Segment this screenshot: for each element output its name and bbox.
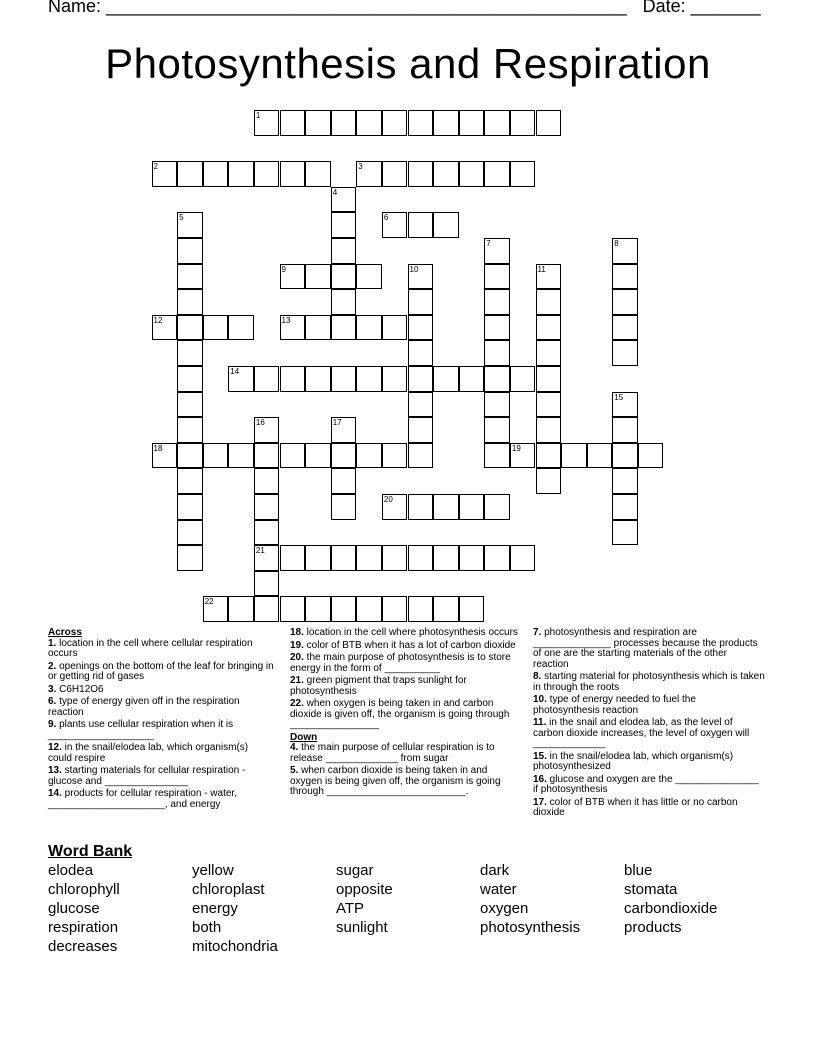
word-bank-word: opposite	[336, 881, 393, 898]
crossword-cell[interactable]	[408, 212, 434, 238]
clue-number: 4.	[290, 742, 299, 753]
crossword-cell[interactable]	[536, 417, 562, 443]
clue-text: in the snail/elodea lab, which organism(s) photosynthesized	[533, 750, 734, 772]
crossword-cell[interactable]	[331, 212, 357, 238]
crossword-cell[interactable]	[254, 494, 280, 520]
clue-number: 2.	[48, 660, 57, 672]
crossword-cell[interactable]	[612, 494, 638, 520]
clue-item	[290, 641, 518, 652]
crossword-cell[interactable]	[228, 596, 254, 622]
clue-number: 5.	[290, 765, 299, 776]
clue-text: color of BTB when it has little or no carbon dioxide	[533, 796, 738, 818]
crossword-cell[interactable]	[382, 494, 408, 520]
crossword-cell[interactable]	[177, 545, 203, 571]
crossword-cell[interactable]	[254, 366, 280, 392]
crossword-cell[interactable]	[228, 366, 254, 392]
crossword-cell[interactable]	[177, 238, 203, 264]
crossword-cell[interactable]	[510, 161, 536, 187]
crossword-cell[interactable]	[152, 443, 178, 469]
clue-number: 12	[153, 315, 163, 325]
word-bank-word: water	[480, 881, 517, 898]
word-bank-word: products	[624, 919, 682, 936]
crossword-cell[interactable]	[536, 340, 562, 366]
crossword-cell[interactable]	[177, 443, 203, 469]
clue-item	[290, 699, 518, 731]
crossword-cell[interactable]	[305, 264, 331, 290]
clue-item	[290, 766, 518, 798]
crossword-cell[interactable]	[254, 596, 280, 622]
word-bank-word: elodea	[48, 862, 94, 879]
crossword-cell[interactable]	[536, 468, 562, 494]
crossword-cell[interactable]	[177, 289, 203, 315]
clue-number: 9.	[48, 719, 57, 730]
clue-item	[533, 752, 765, 773]
crossword-cell[interactable]	[254, 571, 280, 597]
page-title: Photosynthesis and Respiration	[105, 40, 711, 87]
date-field-label: Date: _______	[642, 0, 761, 16]
across-heading: Across	[48, 627, 82, 638]
crossword-cell[interactable]	[408, 340, 434, 366]
crossword-cell[interactable]	[203, 161, 229, 187]
crossword-cell[interactable]	[254, 545, 280, 571]
clue-text: photosynthesis and respiration are ______________ processes because the products of one are the starting materials of the other reaction	[533, 627, 758, 670]
clue-text: starting material for photosynthesis which is taken in through the roots	[533, 671, 765, 693]
clue-number: 7	[486, 239, 491, 248]
word-bank-row	[48, 881, 768, 900]
clue-number: 13	[281, 315, 291, 325]
crossword-cell[interactable]	[177, 161, 203, 187]
crossword-cell[interactable]	[305, 596, 331, 622]
word-bank-word: mitochondria	[192, 938, 278, 955]
word-bank-word: sugar	[336, 862, 374, 879]
clue-item	[533, 628, 765, 670]
clue-number: 17	[332, 418, 342, 428]
crossword-cell[interactable]	[356, 443, 382, 469]
clue-number: 20.	[290, 652, 304, 663]
word-bank-word: oxygen	[480, 900, 529, 917]
crossword-cell[interactable]	[484, 545, 510, 571]
clue-text: green pigment that traps sunlight for photosynthesis	[290, 675, 467, 697]
crossword-cell[interactable]	[152, 161, 178, 187]
word-bank-word: ATP	[336, 900, 365, 917]
clue-number: 21	[255, 546, 265, 556]
crossword-cell[interactable]	[331, 187, 357, 213]
crossword-cell[interactable]	[408, 494, 434, 520]
clue-number: 19	[511, 443, 521, 453]
crossword-cell[interactable]	[382, 161, 408, 187]
clue-number: 14	[230, 367, 240, 376]
crossword-cell[interactable]	[408, 315, 434, 341]
crossword-cell[interactable]	[203, 596, 229, 622]
crossword-cell[interactable]	[280, 366, 306, 392]
clue-item	[290, 653, 518, 674]
crossword-cell[interactable]	[203, 315, 229, 341]
crossword-cell[interactable]	[408, 545, 434, 571]
crossword-cell[interactable]	[331, 468, 357, 494]
crossword-cell[interactable]	[254, 443, 280, 469]
crossword-cell[interactable]	[331, 315, 357, 341]
crossword-cell[interactable]	[177, 392, 203, 418]
clue-item	[533, 718, 765, 750]
crossword-cell[interactable]	[433, 366, 459, 392]
crossword-cell[interactable]	[612, 520, 638, 546]
crossword-cell[interactable]	[305, 366, 331, 392]
word-bank-word: both	[192, 919, 222, 936]
crossword-cell[interactable]	[280, 596, 306, 622]
crossword-cell[interactable]	[331, 238, 357, 264]
word-bank-word: carbondioxide	[624, 900, 718, 917]
crossword-cell[interactable]	[382, 545, 408, 571]
crossword-cell[interactable]	[177, 366, 203, 392]
crossword-cell[interactable]	[177, 340, 203, 366]
crossword-cell[interactable]	[612, 417, 638, 443]
clue-number: 3.	[48, 683, 57, 695]
word-bank-row	[48, 900, 768, 919]
word-bank-word: chloroplast	[192, 881, 265, 898]
crossword-cell[interactable]	[254, 417, 280, 443]
clue-number: 15.	[533, 750, 547, 762]
crossword-cell[interactable]	[484, 289, 510, 315]
crossword-cell[interactable]	[408, 264, 434, 290]
clue-text: location in the cell where photosynthesis occurs	[303, 627, 518, 638]
crossword-cell[interactable]	[331, 289, 357, 315]
crossword-cell[interactable]	[638, 443, 664, 469]
crossword-cell[interactable]	[536, 315, 562, 341]
crossword-cell[interactable]	[612, 315, 638, 341]
clue-item	[533, 798, 765, 819]
crossword-cell[interactable]	[433, 161, 459, 187]
word-bank-word: stomata	[624, 881, 678, 898]
clue-text: when oxygen is being taken in and carbon dioxide is given off, the organism is going through ________________	[290, 698, 510, 730]
clue-number: 11	[537, 264, 546, 274]
clue-text: type of energy given off in the respiration reaction	[48, 696, 240, 718]
clue-number: 6	[383, 213, 389, 223]
clue-number: 16	[255, 418, 265, 428]
clue-number: 8.	[533, 671, 542, 682]
clue-text: location in the cell where cellular respiration occurs	[48, 637, 253, 659]
crossword-cell[interactable]	[331, 264, 357, 290]
crossword-cell[interactable]	[408, 161, 434, 187]
clue-item	[533, 695, 765, 716]
crossword-cell[interactable]	[484, 417, 510, 443]
crossword-cell[interactable]	[536, 264, 562, 290]
crossword-cell[interactable]	[331, 596, 357, 622]
word-bank-row	[48, 919, 768, 938]
crossword-cell[interactable]	[280, 110, 306, 136]
clue-number: 5	[179, 213, 184, 223]
crossword-cell[interactable]	[484, 110, 510, 136]
crossword-cell[interactable]	[254, 110, 280, 136]
crossword-cell[interactable]	[484, 392, 510, 418]
clue-number: 22.	[290, 698, 304, 709]
crossword-cell[interactable]	[177, 520, 203, 546]
crossword-cell[interactable]	[612, 340, 638, 366]
clue-text: color of BTB when it has a lot of carbon dioxide	[303, 639, 516, 651]
clue-text: plants use cellular respiration when it is ___________________	[48, 719, 234, 741]
word-bank-word: blue	[624, 862, 653, 879]
clue-number: 21.	[290, 675, 304, 686]
crossword-cell[interactable]	[177, 417, 203, 443]
crossword-cell[interactable]	[433, 212, 459, 238]
crossword-cell[interactable]	[254, 468, 280, 494]
crossword-cell[interactable]	[280, 315, 306, 341]
clue-item	[533, 672, 765, 693]
crossword-cell[interactable]	[356, 264, 382, 290]
crossword-cell[interactable]	[510, 110, 536, 136]
clue-item	[48, 720, 274, 741]
crossword-cell[interactable]	[484, 340, 510, 366]
crossword-cell[interactable]	[433, 596, 459, 622]
crossword-cell[interactable]	[459, 161, 485, 187]
clue-text: the main purpose of cellular respiration is to release _____________ from sugar	[290, 742, 495, 764]
clue-column-1	[48, 628, 274, 812]
clue-number: 18.	[290, 627, 304, 638]
crossword-cell[interactable]	[331, 417, 357, 443]
clue-item	[48, 639, 274, 660]
crossword-cell[interactable]	[612, 443, 638, 469]
crossword-cell[interactable]	[254, 520, 280, 546]
clue-number: 15	[614, 392, 624, 402]
crossword-cell[interactable]	[356, 315, 382, 341]
crossword-cell[interactable]	[203, 443, 229, 469]
word-bank-row	[48, 862, 768, 881]
word-bank-word: decreases	[48, 938, 118, 955]
crossword-cell[interactable]	[484, 264, 510, 290]
crossword-cell[interactable]	[356, 110, 382, 136]
clue-item	[48, 743, 274, 764]
crossword-cell[interactable]	[305, 545, 331, 571]
crossword-cell[interactable]	[331, 110, 357, 136]
crossword-cell[interactable]	[484, 443, 510, 469]
clue-number: 9	[281, 264, 286, 274]
crossword-cell[interactable]	[408, 417, 434, 443]
clue-number: 20	[383, 495, 393, 504]
clue-number: 19.	[290, 639, 304, 651]
crossword-cell[interactable]	[536, 392, 562, 418]
clue-number: 1	[255, 111, 261, 120]
crossword-cell[interactable]	[228, 443, 254, 469]
word-bank-row	[48, 938, 768, 957]
crossword-cell[interactable]	[152, 315, 178, 341]
crossword-cell[interactable]	[331, 366, 357, 392]
clue-item	[290, 628, 518, 639]
clue-number: 16.	[533, 773, 547, 785]
clue-text: type of energy needed to fuel the photosynthesis reaction	[533, 694, 696, 716]
word-bank-title: Word Bank	[48, 843, 133, 860]
clue-number: 12.	[48, 742, 62, 753]
crossword-cell[interactable]	[459, 366, 485, 392]
clue-number: 17.	[533, 796, 547, 808]
crossword-cell[interactable]	[280, 443, 306, 469]
crossword-cell[interactable]	[612, 468, 638, 494]
crossword-cell[interactable]	[254, 161, 280, 187]
clue-text: when carbon dioxide is being taken in and oxygen is being given off, the organism is going through _________________________.	[290, 765, 501, 797]
clue-column-2	[290, 628, 518, 800]
down-heading: Down	[290, 731, 318, 743]
crossword-cell[interactable]	[408, 289, 434, 315]
crossword-cell[interactable]	[408, 366, 434, 392]
clue-text: openings on the bottom of the leaf for bringing in or getting rid of gases	[48, 660, 274, 682]
crossword-cell[interactable]	[382, 315, 408, 341]
clue-number: 10.	[533, 694, 547, 705]
clue-number: 14.	[48, 788, 62, 799]
crossword-cell[interactable]	[177, 315, 203, 341]
crossword-cell[interactable]	[484, 161, 510, 187]
crossword-cell[interactable]	[433, 494, 459, 520]
crossword-cell[interactable]	[280, 264, 306, 290]
clue-item	[533, 775, 765, 796]
word-bank-word: chlorophyll	[48, 881, 120, 898]
crossword-cell[interactable]	[536, 110, 562, 136]
crossword-cell[interactable]	[408, 110, 434, 136]
clue-text: the main purpose of photosynthesis is to store energy in the form of __________	[290, 652, 511, 674]
crossword-cell[interactable]	[612, 264, 638, 290]
crossword-cell[interactable]	[408, 596, 434, 622]
crossword-cell[interactable]	[536, 366, 562, 392]
clue-number: 3	[358, 162, 363, 172]
clue-item	[48, 662, 274, 683]
clue-number: 1.	[48, 637, 57, 649]
crossword-cell[interactable]	[177, 212, 203, 238]
clue-number: 8	[614, 239, 619, 248]
crossword-cell[interactable]	[356, 596, 382, 622]
clue-number: 22	[204, 597, 214, 607]
crossword-cell[interactable]	[356, 366, 382, 392]
word-bank-word: photosynthesis	[480, 919, 581, 936]
word-bank-word: energy	[192, 900, 238, 917]
clue-text: in the snail and elodea lab, as the level of carbon dioxide increases, the level of oxygen will _____________	[533, 717, 750, 749]
crossword-cell[interactable]	[228, 315, 254, 341]
crossword-cell[interactable]	[536, 443, 562, 469]
crossword-cell[interactable]	[612, 238, 638, 264]
clue-column-3	[533, 628, 765, 821]
crossword-cell[interactable]	[408, 443, 434, 469]
crossword-cell[interactable]	[433, 545, 459, 571]
crossword-cell[interactable]	[612, 392, 638, 418]
word-bank-word: sunlight	[336, 919, 388, 936]
crossword-cell[interactable]	[356, 161, 382, 187]
crossword-cell[interactable]	[484, 315, 510, 341]
clue-number: 10	[409, 264, 419, 274]
clue-item	[48, 685, 274, 696]
crossword-cell[interactable]	[331, 443, 357, 469]
clue-item	[48, 697, 274, 718]
crossword-cell[interactable]	[382, 110, 408, 136]
crossword-cell[interactable]	[305, 443, 331, 469]
crossword-cell[interactable]	[510, 366, 536, 392]
crossword-cell[interactable]	[459, 494, 485, 520]
clue-text: starting materials for cellular respiration - glucose and _______________	[48, 765, 246, 787]
crossword-cell[interactable]	[536, 289, 562, 315]
crossword-cell[interactable]	[484, 494, 510, 520]
crossword-cell[interactable]	[305, 161, 331, 187]
crossword-cell[interactable]	[510, 443, 536, 469]
crossword-cell[interactable]	[228, 161, 254, 187]
crossword-cell[interactable]	[177, 468, 203, 494]
crossword-cell[interactable]	[382, 596, 408, 622]
crossword-cell[interactable]	[331, 545, 357, 571]
crossword-cell[interactable]	[484, 366, 510, 392]
clue-text: in the snail/elodea lab, which organism(s) could respire	[48, 742, 249, 764]
clue-number: 6.	[48, 696, 57, 707]
crossword-cell[interactable]	[459, 545, 485, 571]
word-bank-word: glucose	[48, 900, 100, 917]
clue-text: C6H12O6	[56, 683, 104, 695]
clue-number: 13.	[48, 765, 62, 776]
crossword-cell[interactable]	[356, 545, 382, 571]
crossword-cell[interactable]	[382, 212, 408, 238]
clue-item	[290, 743, 518, 764]
clue-number: 18	[153, 443, 163, 453]
clue-number: 4	[332, 187, 338, 197]
crossword-cell[interactable]	[408, 392, 434, 418]
crossword-cell[interactable]	[484, 238, 510, 264]
crossword-cell[interactable]	[280, 545, 306, 571]
word-bank-word: respiration	[48, 919, 119, 936]
clue-item	[48, 789, 274, 810]
name-field-label: Name: ____________________________________________________	[48, 0, 627, 16]
word-bank-word: yellow	[192, 862, 234, 879]
crossword-cell[interactable]	[177, 494, 203, 520]
crossword-cell[interactable]	[382, 366, 408, 392]
clue-text: glucose and oxygen are the _______________ if photosynthesis	[533, 773, 759, 795]
crossword-cell[interactable]	[510, 545, 536, 571]
clue-number: 2	[153, 162, 158, 172]
word-bank	[48, 862, 768, 957]
crossword-cell[interactable]	[305, 315, 331, 341]
crossword-cell[interactable]	[587, 443, 613, 469]
crossword-cell[interactable]	[459, 110, 485, 136]
crossword-cell[interactable]	[305, 110, 331, 136]
crossword-cell[interactable]	[561, 443, 587, 469]
clue-item	[290, 676, 518, 697]
crossword-cell[interactable]	[433, 110, 459, 136]
clue-text: products for cellular respiration - water, _____________________, and energy	[48, 788, 237, 810]
crossword-cell[interactable]	[382, 443, 408, 469]
word-bank-word: dark	[480, 862, 510, 879]
crossword-cell[interactable]	[331, 494, 357, 520]
clue-item	[48, 766, 274, 787]
crossword-cell[interactable]	[280, 161, 306, 187]
clue-number: 11.	[533, 717, 547, 728]
crossword-cell[interactable]	[612, 289, 638, 315]
crossword-cell[interactable]	[177, 264, 203, 290]
crossword-cell[interactable]	[459, 596, 485, 622]
clue-number: 7.	[533, 627, 542, 638]
